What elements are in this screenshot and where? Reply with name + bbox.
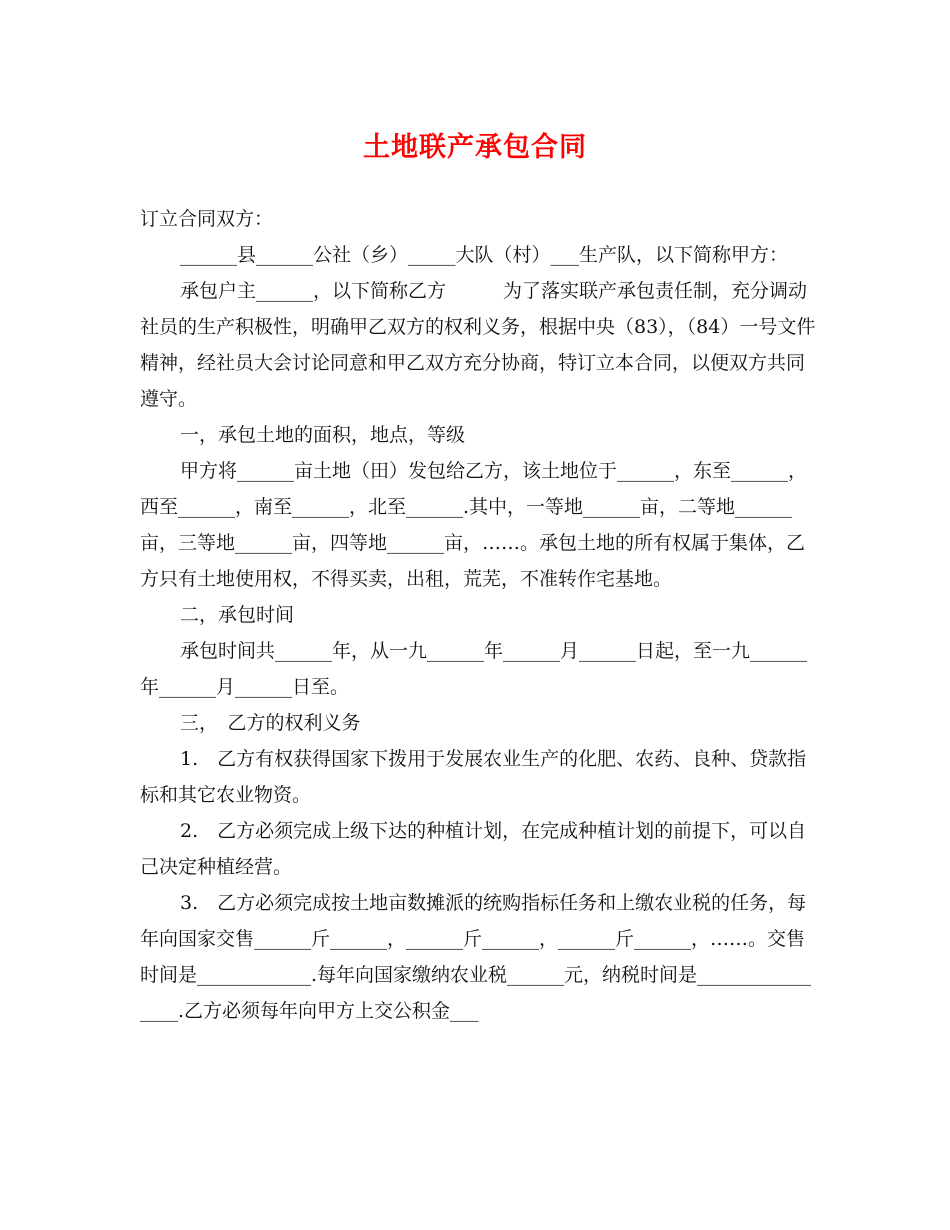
clause-3: 3. 乙方必须完成按土地亩数摊派的统购指标任务和上缴农业税的任务，每年向国家交售______斤______，______斤______，______斤______，……。交售时间是____________.每年向国家缴纳农业税______元，纳税时间是________________.乙方必须每年向甲方上交公积金___ (140, 892, 812, 1022)
clause-2: 2. 乙方必须完成上级下达的种植计划，在完成种植计划的前提下，可以自己决定种植经营。 (140, 820, 807, 878)
section-heading-land: 一，承包土地的面积，地点，等级 (180, 424, 466, 446)
paragraph-term-details: 承包时间共______年，从一九______年______月______日起，至一九______年______月______日至。 (140, 640, 808, 698)
paragraph-party-b-purpose: 承包户主______，以下简称乙方 为了落实联产承包责任制，充分调动社员的生产积极性，明确甲乙双方的权利义务，根据中央（83），（84）一号文件精神，经社员大会讨论同意和甲乙双方充分协商，特订立本合同，以便双方共同遵守。 (140, 280, 816, 410)
paragraph-party-a: ______县______公社（乡）_____大队（村）___生产队，以下简称甲方： (180, 244, 789, 266)
paragraph-land-details: 甲方将______亩土地（田）发包给乙方，该土地位于______，东至______，西至______，南至______，北至______.其中，一等地______亩，二等地______亩，三等地______亩，四等地______亩，……。承包土地的所有权属于集体，乙方只有土地使用权，不得买卖，出租，荒芜，不准转作宅基地。 (140, 460, 808, 590)
paragraph-parties-heading: 订立合同双方： (140, 208, 274, 230)
document-body (140, 201, 820, 1029)
section-heading-rights: 三， 乙方的权利义务 (180, 712, 361, 734)
clause-1: 1. 乙方有权获得国家下拨用于发展农业生产的化肥、农药、良种、贷款指标和其它农业物资。 (140, 748, 807, 806)
document-title: 土地联产承包合同 (363, 132, 587, 163)
section-heading-term: 二，承包时间 (180, 604, 295, 626)
